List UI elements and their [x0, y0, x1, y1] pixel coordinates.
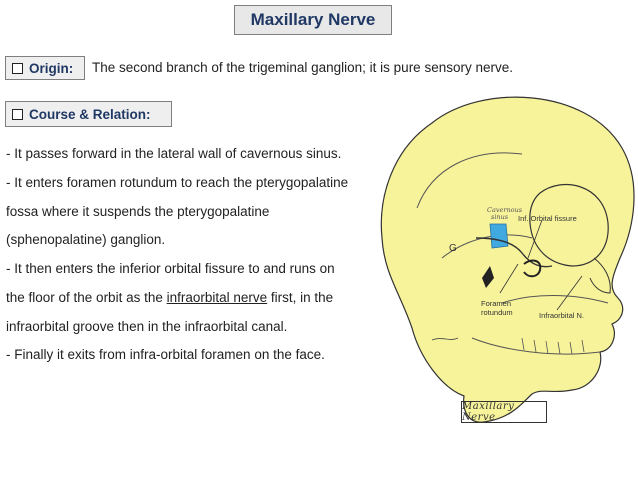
label-infraorbital-n: Infraorbital N.: [539, 311, 585, 320]
origin-label: Origin:: [29, 60, 74, 76]
label-sinus: sinus: [491, 213, 509, 221]
course-line-6-end: first, in the: [267, 290, 334, 305]
origin-text: The second branch of the trigeminal ganglion; it is pure sensory nerve.: [92, 60, 513, 75]
ganglion-region: [490, 224, 508, 248]
page-title: Maxillary Nerve: [234, 5, 392, 35]
course-label-box: [5, 101, 172, 127]
course-line-4: (sphenopalatine) ganglion.: [6, 232, 166, 247]
infraorbital-nerve-term: infraorbital nerve: [166, 290, 268, 305]
course-line-5: - It then enters the inferior orbital fissure to and runs on: [6, 261, 335, 276]
course-line-7: infraorbital groove then in the infraorbital canal.: [6, 319, 288, 334]
label-g: G: [449, 243, 457, 254]
origin-label-box: [5, 56, 85, 80]
course-line-1: - It passes forward in the lateral wall of cavernous sinus.: [6, 146, 342, 161]
skull-illustration: [372, 88, 638, 440]
label-inf-orbital-fissure: Inf. Orbital fissure: [518, 214, 577, 223]
course-line-2: - It enters foramen rotundum to reach the pterygopalatine: [6, 175, 349, 190]
label-cavernous: Cavernous: [487, 206, 523, 214]
course-line-6-start: the floor of the orbit as the: [6, 290, 167, 305]
course-line-6: [6, 290, 333, 305]
course-label: Course & Relation:: [29, 106, 151, 122]
checkbox-bullet-icon: [12, 109, 23, 120]
course-line-8: - Finally it exits from infra-orbital foramen on the face.: [6, 347, 325, 362]
label-rotundum: rotundum: [481, 308, 513, 317]
checkbox-bullet-icon: [12, 63, 23, 74]
course-line-3: fossa where it suspends the pterygopalatine: [6, 204, 270, 219]
label-foramen: Foramen: [481, 299, 512, 308]
figure-caption: Maxillary Nerve: [461, 401, 547, 423]
